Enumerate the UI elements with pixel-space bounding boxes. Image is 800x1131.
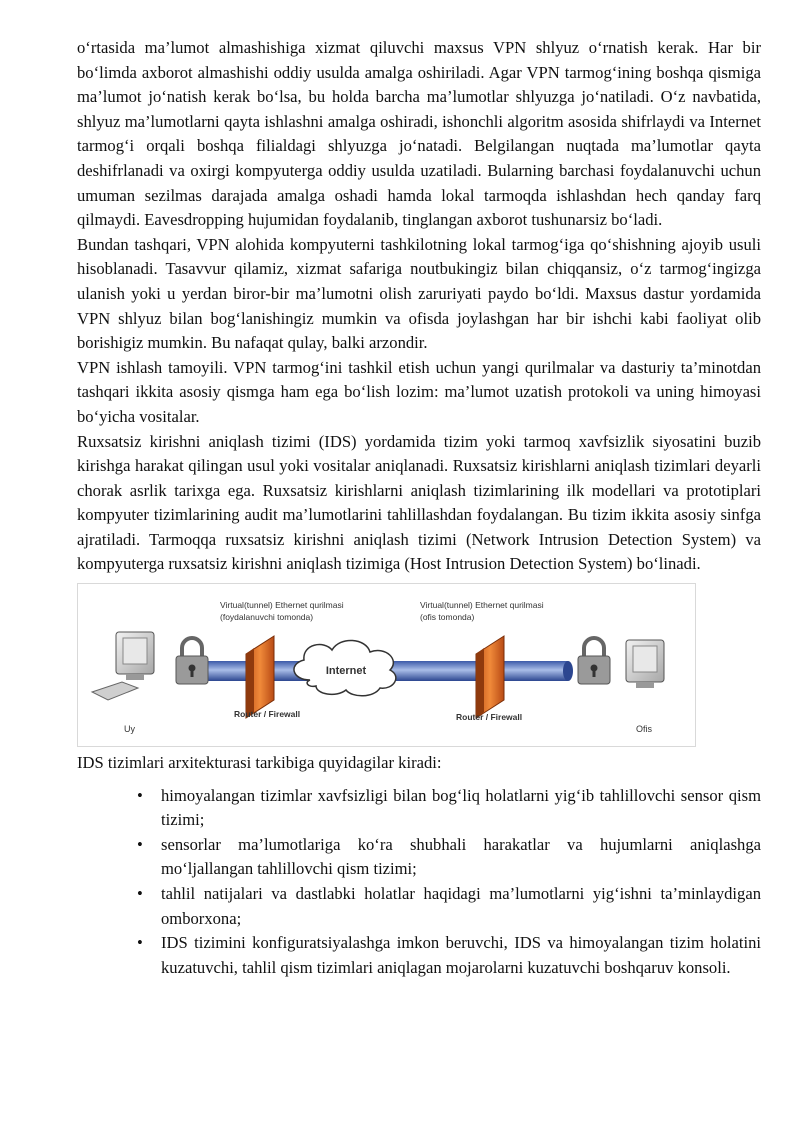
right-device-sublabel: (ofis tomonda) [420,612,475,623]
paragraph-vpn-remote: Bundan tashqari, VPN alohida kompyuterni tashkilotning lokal tarmog‘iga qo‘shishning ajoyib usuli hisoblanadi. Tasavvur qilamiz, xizmat safariga noutbukingiz bilan chiqqansiz, o‘z tarmog‘ingizga ulanish yoki u yerdan biror-bir ma’lumotni olish zaruriyati paydo bo‘ldi. Maxsus dastur yordamida VPN shlyuz bilan bog‘lanishingiz mumkin va ofisda joylashgan har bir ishchi kabi faoliyat olib borishigiz mumkin. Bu nafaqat qulay, balki arzondir. [77,234,761,353]
document-page [77,36,761,980]
list-item-text: sensorlar ma’lumotlariga ko‘ra shubhali harakatlar va hujumlarni aniqlashga mo‘ljallangan tahlillovchi qism tizimi; [161,834,761,879]
right-router-label: Router / Firewall [456,712,523,723]
list-item [137,882,761,931]
bullet-marker: • [137,884,143,904]
vpn-diagram [77,583,696,747]
right-device-label: Virtual(tunnel) Ethernet qurilmasi [420,600,544,611]
paragraph-ids: Ruxsatsiz kirishni aniqlash tizimi (IDS) yordamida tizim yoki tarmoq xavfsizlik siyosatini buzib kirishga harakat qilingan usul yoki vositalar aniqlanadi. Ruxsatsiz kirishlarni aniqlash tizimlari deyarli chorak asrlik tarixga ega. Ruxsatsiz kirishlarni aniqlash tizimlarining ilk modellari va prototiplari kompyuter tizimlarining audit ma’lumotlarini tahlillashdan foydalangan. Bu tizim ikkita asosiy sinfga ajratiladi. Tarmoqqa ruxsatsiz kirishni aniqlash tizimi (Network Intrusion Detection System) va kompyuterga ruxsatsiz kirishni aniqlash tizimiga (Host Intrusion Detection System) bo‘linadi. [77,431,761,574]
paragraph-vpn-gateway: o‘rtasida ma’lumot almashishiga xizmat qiluvchi maxsus VPN shlyuz o‘rnatish kerak. Har bir bo‘limda axborot almashishi oddiy usulda amalga oshiriladi. Agar VPN tarmog‘ining boshqa qismiga ma’lumot jo‘natish kerak bo‘lsa, bu holda barcha ma’lumotlar shlyuzga jo‘natiladi. O‘z navbatida, shlyuz ma’lumotlarni qayta ishlashni amalga oshiradi, ishonchli algoritm asosida shifrlaydi va Internet tarmog‘i orqali boshqa filialdagi shlyuzga jo‘natadi. Belgilangan nuqtada ma’lumotlar qayta deshifrlanadi va oxirgi kompyuterga oddiy usulda uzatiladi. Bularning barchasi foydalanuvchi uchun umuman sezilmas darajada amalga oshadi hamda lokal tarmoqda ishlashdan hech qanday farq qilmaydi. Eavesdropping hujumidan foydalanib, tinglangan axborot tushunarsiz bo‘ladi. [77,38,761,230]
list-item [137,784,761,833]
list-item-text: IDS tizimini konfiguratsiyalashga imkon beruvchi, IDS va himoyalangan tizim holatini kuzatuvchi, tahlil qism tizimlari aniqlagan mojarolarni kuzatuvchi boshqaruv konsoli. [161,933,761,977]
right-lock-icon [578,638,610,684]
left-device-sublabel: (foydalanuvchi tomonda) [220,612,314,623]
right-firewall-icon [476,636,504,718]
bullet-marker: • [137,834,143,854]
paragraph-vpn-principle: VPN ishlash tamoyili. VPN tarmog‘ini tashkil etish uchun yangi qurilmalar va dasturiy ta’minotdan tashqari ikkita asosiy qismga ham ega bo‘lish lozim: ma’lumot uzatish protokoli va uning himoyasi bo‘yicha vositalar. [77,357,761,426]
left-device-label: Virtual(tunnel) Ethernet qurilmasi [220,600,344,611]
left-firewall-icon [246,636,274,718]
office-computer-icon [626,640,664,688]
home-computer-icon [92,632,154,700]
list-item [137,931,761,980]
bullet-marker: • [137,933,143,953]
tunnel-pipe-right [378,661,568,681]
left-lock-icon [176,638,208,684]
list-item [137,833,761,882]
bullet-marker: • [137,785,143,805]
left-end-label: Uy [124,724,135,735]
list-item-text: tahlil natijalari va dastlabki holatlar haqidagi ma’lumotlarni yig‘ishni ta’minlaydigan omborxona; [161,884,761,928]
ids-components-list [77,784,761,981]
ids-architecture-intro: IDS tizimlari arxitekturasi tarkibiga quyidagilar kiradi: [77,753,442,773]
internet-cloud [294,641,396,696]
vpn-diagram-svg [78,584,695,746]
left-router-label: Router / Firewall [234,709,301,720]
cloud-label: Internet [325,665,367,678]
right-end-label: Ofis [636,724,653,735]
list-item-text: himoyalangan tizimlar xavfsizligi bilan bog‘liq holatlarni yig‘ib tahlillovchi sensor qism tizimi; [161,785,761,830]
